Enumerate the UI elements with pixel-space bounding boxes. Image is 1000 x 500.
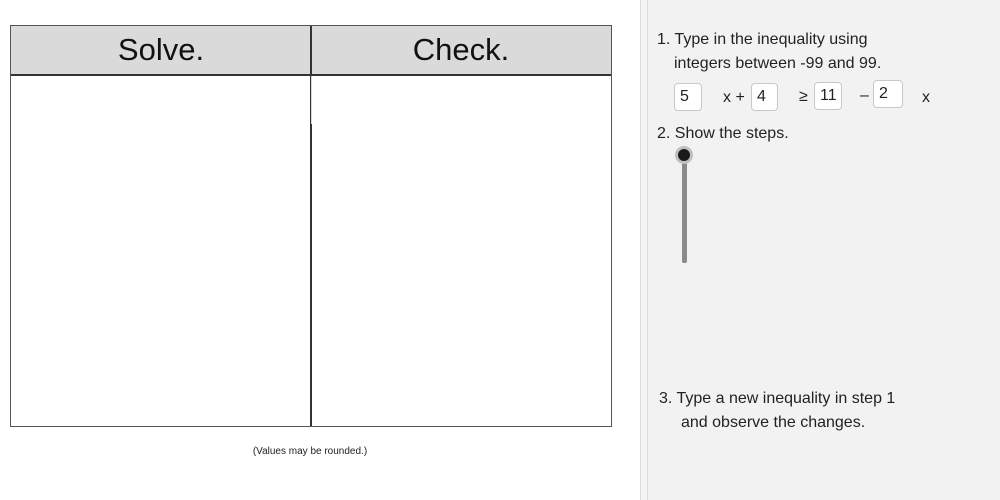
step3-instruction-line1: 3. Type a new inequality in step 1 <box>659 390 896 407</box>
steps-slider-handle[interactable] <box>675 146 693 164</box>
rounding-footnote: (Values may be rounded.) <box>252 446 368 457</box>
coefficient-d-input[interactable]: 2 <box>873 80 903 108</box>
x-plus-label: x + <box>723 89 745 106</box>
constant-c-input[interactable]: 11 <box>814 82 842 110</box>
greater-equal-sign: ≥ <box>799 88 808 105</box>
minus-sign: – <box>860 87 869 104</box>
check-header: Check. <box>412 32 510 67</box>
column-divider-faint <box>311 76 312 124</box>
slider-handle-dot <box>678 149 690 161</box>
step2-instruction: 2. Show the steps. <box>657 125 789 142</box>
constant-b-input[interactable]: 4 <box>751 83 778 111</box>
step1-instruction-line2: integers between -99 and 99. <box>674 55 882 72</box>
step3-instruction-line2: and observe the changes. <box>681 414 866 431</box>
coefficient-a-input[interactable]: 5 <box>674 83 702 111</box>
solve-header: Solve. <box>117 32 205 67</box>
panel-divider[interactable] <box>640 0 648 500</box>
solve-check-table <box>10 25 612 427</box>
step1-instruction-line1: 1. Type in the inequality using <box>657 31 868 48</box>
steps-slider-track[interactable] <box>682 156 687 263</box>
x-variable-label: x <box>922 89 930 106</box>
